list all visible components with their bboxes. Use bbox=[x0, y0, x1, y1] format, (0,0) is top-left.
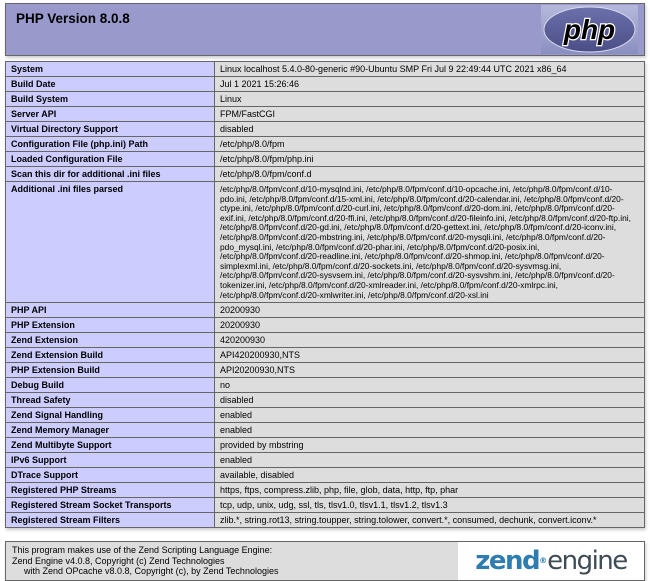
row-value: available, disabled bbox=[215, 468, 645, 483]
row-label: PHP Extension Build bbox=[6, 363, 215, 378]
header-cell bbox=[6, 4, 645, 56]
row-value: 420200930 bbox=[215, 333, 645, 348]
table-row bbox=[6, 122, 645, 137]
zend-credits-cell bbox=[6, 542, 645, 581]
row-value: /etc/php/8.0/fpm/conf.d/10-mysqlnd.ini, /etc/php/8.0/fpm/conf.d/10-opcache.ini, /etc/php/8.0/fpm/conf.d/10-pdo.ini, /etc/php/8.0/fpm/conf.d/15-xml.ini, /etc/php/8.0/fpm/conf.d/20-calendar.ini, /etc/php/8.0/fpm/conf.d/20-ctype.ini, /etc/php/8.0/fpm/conf.d/20-curl.ini, /etc/php/8.0/fpm/conf.d/20-dom.ini, /etc/php/8.0/fpm/conf.d/20-exif.ini, /etc/php/8.0/fpm/conf.d/20-ffi.ini, /etc/php/8.0/fpm/conf.d/20-fileinfo.ini, /etc/php/8.0/fpm/conf.d/20-ftp.ini, /etc/php/8.0/fpm/conf.d/20-gd.ini, /etc/php/8.0/fpm/conf.d/20-gettext.ini, /etc/php/8.0/fpm/conf.d/20-iconv.ini, /etc/php/8.0/fpm/conf.d/20-mbstring.ini, /etc/php/8.0/fpm/conf.d/20-mysqli.ini, /etc/php/8.0/fpm/conf.d/20-pdo_mysql.ini, /etc/php/8.0/fpm/conf.d/20-phar.ini, /etc/php/8.0/fpm/conf.d/20-posix.ini, /etc/php/8.0/fpm/conf.d/20-readline.ini, /etc/php/8.0/fpm/conf.d/20-shmop.ini, /etc/php/8.0/fpm/conf.d/20-simplexml.ini, /etc/php/8.0/fpm/conf.d/20-sockets.ini, /etc/php/8.0/fpm/conf.d/20-sysvmsg.ini, /etc/php/8.0/fpm/conf.d/20-sysvsem.ini, /etc/php/8.0/fpm/conf.d/20-sysvshm.ini, /etc/php/8.0/fpm/conf.d/20-tokenizer.ini, /etc/php/8.0/fpm/conf.d/20-xmlreader.ini, /etc/php/8.0/fpm/conf.d/20-xmlrpc.ini, /etc/php/8.0/fpm/conf.d/20-xmlwriter.ini, /etc/php/8.0/fpm/conf.d/20-xsl.ini bbox=[215, 182, 645, 303]
credits-line: Zend Engine v4.0.8, Copyright (c) Zend Technologies bbox=[12, 555, 225, 566]
row-value: disabled bbox=[215, 122, 645, 137]
row-label: Zend Multibyte Support bbox=[6, 438, 215, 453]
table-row bbox=[6, 137, 645, 152]
row-value: API20200930,NTS bbox=[215, 363, 645, 378]
row-label: Registered PHP Streams bbox=[6, 483, 215, 498]
row-value: /etc/php/8.0/fpm/php.ini bbox=[215, 152, 645, 167]
row-label: Debug Build bbox=[6, 378, 215, 393]
table-row bbox=[6, 393, 645, 408]
row-label: Configuration File (php.ini) Path bbox=[6, 137, 215, 152]
row-value: enabled bbox=[215, 408, 645, 423]
table-row bbox=[6, 483, 645, 498]
row-label: Zend Signal Handling bbox=[6, 408, 215, 423]
row-label: PHP API bbox=[6, 303, 215, 318]
table-row bbox=[6, 348, 645, 363]
table-row bbox=[6, 303, 645, 318]
row-label: DTrace Support bbox=[6, 468, 215, 483]
row-value: /etc/php/8.0/fpm/conf.d bbox=[215, 167, 645, 182]
table-row bbox=[6, 152, 645, 167]
phpinfo-page bbox=[5, 3, 645, 581]
row-value: API420200930,NTS bbox=[215, 348, 645, 363]
row-label: IPv6 Support bbox=[6, 453, 215, 468]
row-value: Linux localhost 5.4.0-80-generic #90-Ubuntu SMP Fri Jul 9 22:49:44 UTC 2021 x86_64 bbox=[215, 62, 645, 77]
row-label: System bbox=[6, 62, 215, 77]
row-value: https, ftps, compress.zlib, php, file, glob, data, http, ftp, phar bbox=[215, 483, 645, 498]
row-value: FPM/FastCGI bbox=[215, 107, 645, 122]
svg-text:php: php bbox=[563, 14, 616, 45]
row-value: provided by mbstring bbox=[215, 438, 645, 453]
php-logo-icon[interactable] bbox=[541, 5, 638, 54]
table-row bbox=[6, 167, 645, 182]
row-value: Linux bbox=[215, 92, 645, 107]
table-row bbox=[6, 468, 645, 483]
row-label: Thread Safety bbox=[6, 393, 215, 408]
table-row bbox=[6, 92, 645, 107]
zend-engine-logo[interactable] bbox=[458, 542, 644, 580]
row-value: /etc/php/8.0/fpm bbox=[215, 137, 645, 152]
row-label: Additional .ini files parsed bbox=[6, 182, 215, 303]
row-label: Zend Extension Build bbox=[6, 348, 215, 363]
row-value: disabled bbox=[215, 393, 645, 408]
page-title: PHP Version 8.0.8 bbox=[16, 11, 130, 26]
row-label: Zend Memory Manager bbox=[6, 423, 215, 438]
table-row bbox=[6, 513, 645, 528]
zend-logo-zend: zend bbox=[475, 545, 540, 576]
table-row bbox=[6, 408, 645, 423]
row-label: Loaded Configuration File bbox=[6, 152, 215, 167]
row-value: enabled bbox=[215, 453, 645, 468]
credits-line: This program makes use of the Zend Scripting Language Engine: bbox=[12, 545, 273, 556]
table-row bbox=[6, 182, 645, 303]
info-table bbox=[5, 61, 645, 528]
row-label: Registered Stream Socket Transports bbox=[6, 498, 215, 513]
table-row bbox=[6, 453, 645, 468]
zend-credits-box bbox=[5, 541, 645, 581]
table-row bbox=[6, 423, 645, 438]
table-row bbox=[6, 498, 645, 513]
table-row bbox=[6, 62, 645, 77]
row-label: PHP Extension bbox=[6, 318, 215, 333]
row-label: Server API bbox=[6, 107, 215, 122]
registered-trademark-icon: ® bbox=[539, 555, 548, 565]
row-value: no bbox=[215, 378, 645, 393]
row-label: Virtual Directory Support bbox=[6, 122, 215, 137]
row-value: tcp, udp, unix, udg, ssl, tls, tlsv1.0, tlsv1.1, tlsv1.2, tlsv1.3 bbox=[215, 498, 645, 513]
table-row bbox=[6, 107, 645, 122]
row-label: Build System bbox=[6, 92, 215, 107]
row-label: Scan this dir for additional .ini files bbox=[6, 167, 215, 182]
table-row bbox=[6, 378, 645, 393]
table-row bbox=[6, 438, 645, 453]
row-value: enabled bbox=[215, 423, 645, 438]
row-label: Build Date bbox=[6, 77, 215, 92]
table-row bbox=[6, 318, 645, 333]
row-label: Registered Stream Filters bbox=[6, 513, 215, 528]
header bbox=[5, 3, 645, 56]
row-value: 20200930 bbox=[215, 303, 645, 318]
zend-logo-engine: engine bbox=[547, 545, 627, 576]
zend-credits-text bbox=[6, 542, 458, 580]
row-value: Jul 1 2021 15:26:46 bbox=[215, 77, 645, 92]
credits-line: with Zend OPcache v8.0.8, Copyright (c), by Zend Technologies bbox=[24, 566, 279, 577]
row-label: Zend Extension bbox=[6, 333, 215, 348]
table-row bbox=[6, 363, 645, 378]
row-value: zlib.*, string.rot13, string.toupper, string.tolower, convert.*, consumed, dechunk, convert.iconv.* bbox=[215, 513, 645, 528]
row-value: 20200930 bbox=[215, 318, 645, 333]
table-row bbox=[6, 333, 645, 348]
table-row bbox=[6, 77, 645, 92]
